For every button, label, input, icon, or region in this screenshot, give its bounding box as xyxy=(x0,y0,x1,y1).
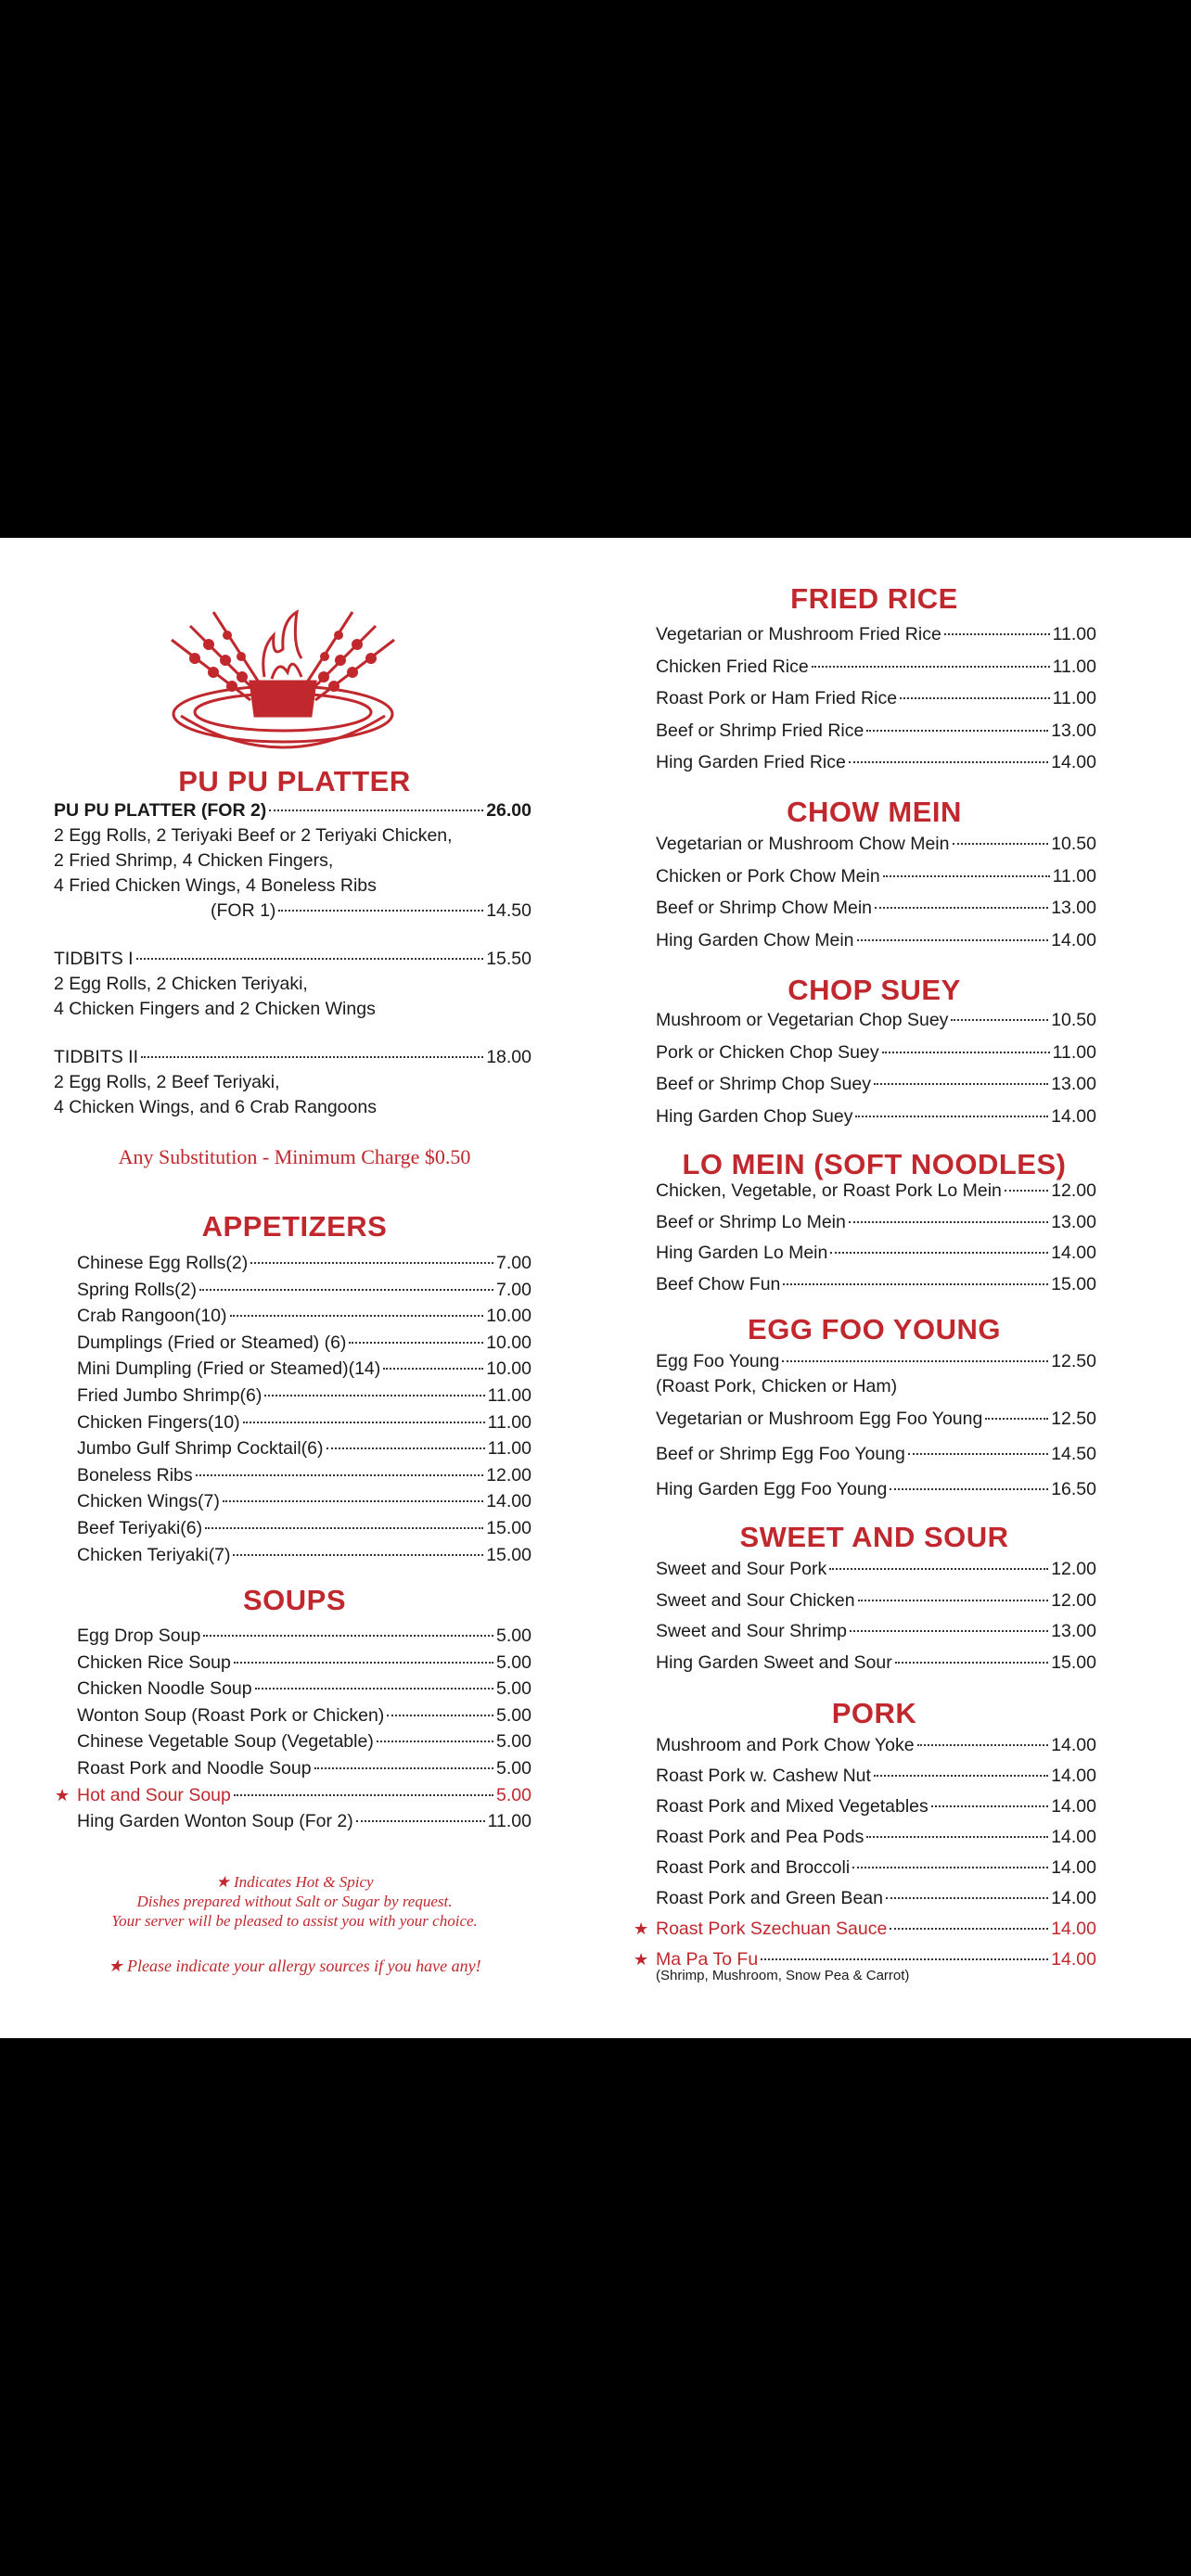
menu-item-price: 5.00 xyxy=(496,1678,531,1700)
menu-item xyxy=(77,1279,531,1301)
menu-item-name: Beef Teriyaki(6) xyxy=(77,1518,203,1538)
menu-item xyxy=(656,1589,1096,1612)
menu-item xyxy=(656,687,1096,709)
menu-item-name: Chinese Egg Rolls(2) xyxy=(77,1253,249,1273)
menu-item-name: Roast Pork and Mixed Vegetables xyxy=(656,1796,928,1817)
allergy-note: ★ Please indicate your allergy sources if you have any! xyxy=(108,1957,481,1975)
menu-item-price: 11.00 xyxy=(487,1438,531,1460)
menu-item-name: Sweet and Sour Chicken xyxy=(656,1589,855,1611)
ma-pa-to-fu-description: (Shrimp, Mushroom, Snow Pea & Carrot) xyxy=(656,1968,910,1983)
menu-item xyxy=(77,1704,531,1727)
menu-item-name: Roast Pork w. Cashew Nut xyxy=(656,1766,871,1786)
menu-item xyxy=(77,1411,531,1434)
menu-item-price: 14.00 xyxy=(1051,1796,1096,1817)
menu-item-name: Sweet and Sour Shrimp xyxy=(656,1621,847,1641)
menu-item-price: 13.00 xyxy=(1051,1621,1096,1641)
menu-item xyxy=(656,1242,1096,1264)
menu-item-name: Dumplings (Fried or Steamed) (6) xyxy=(77,1332,347,1353)
menu-item xyxy=(77,1625,531,1647)
lo-mein-heading: LO MEIN (SOFT NOODLES) xyxy=(682,1148,1067,1180)
menu-item xyxy=(656,1443,1096,1465)
menu-item-name: Vegetarian or Mushroom Egg Foo Young xyxy=(656,1409,983,1429)
menu-item xyxy=(77,1517,531,1539)
menu-item-price: 14.00 xyxy=(1051,1888,1096,1908)
menu-item-name: Vegetarian or Mushroom Fried Rice xyxy=(656,624,941,644)
menu-item-name: Roast Pork and Broccoli xyxy=(656,1857,851,1878)
menu-item-price: 11.00 xyxy=(487,1811,531,1832)
tidbits-2-item: TIDBITS II 18.00 xyxy=(54,1047,531,1067)
menu-item xyxy=(77,1677,531,1700)
menu-item xyxy=(656,1887,1096,1909)
sweet-and-sour-heading: SWEET AND SOUR xyxy=(739,1521,1009,1553)
menu-item-name: Hing Garden Chow Mein xyxy=(656,929,854,950)
chop-suey-heading: CHOP SUEY xyxy=(788,974,961,1006)
menu-item-price: 5.00 xyxy=(496,1784,531,1805)
menu-item-name: Beef or Shrimp Lo Mein xyxy=(656,1211,846,1232)
menu-item-name: Sweet and Sour Pork xyxy=(656,1559,827,1579)
menu-item xyxy=(656,1795,1096,1817)
menu-item-price: 10.50 xyxy=(1051,1010,1096,1030)
fried-rice-heading: FRIED RICE xyxy=(790,582,958,615)
pupu-for-1-item: (FOR 1) 14.50 xyxy=(211,900,531,921)
menu-item-name: Roast Pork Szechuan Sauce xyxy=(656,1919,888,1939)
menu-item-price: 11.00 xyxy=(1052,656,1096,677)
egg-foo-young-description: (Roast Pork, Chicken or Ham) xyxy=(656,1376,898,1396)
menu-item xyxy=(656,1856,1096,1879)
menu-item-price: 11.00 xyxy=(1052,688,1096,708)
menu-item-name: Mushroom and Pork Chow Yoke xyxy=(656,1735,915,1755)
menu-item-price: 5.00 xyxy=(496,1626,531,1646)
tidbits-1-description-1: 2 Egg Rolls, 2 Chicken Teriyaki, xyxy=(54,974,308,994)
menu-item xyxy=(656,1478,1096,1500)
menu-item-name: Chicken Fried Rice xyxy=(656,656,809,677)
menu-item-price: 12.50 xyxy=(1051,1409,1096,1429)
hot-spicy-star-icon: ★ xyxy=(55,1785,70,1804)
chow-mein-heading: CHOW MEIN xyxy=(787,796,962,828)
menu-item-price: 12.00 xyxy=(1051,1180,1096,1201)
menu-item-price: 14.00 xyxy=(1051,1243,1096,1263)
menu-item-name: Mushroom or Vegetarian Chop Suey xyxy=(656,1010,949,1030)
menu-item xyxy=(77,1252,531,1274)
menu-item xyxy=(656,656,1096,678)
menu-item xyxy=(656,751,1096,773)
menu-item-name: Vegetarian or Mushroom Chow Mein xyxy=(656,834,950,854)
menu-item-price: 11.00 xyxy=(1052,865,1096,886)
menu-item xyxy=(77,1810,531,1832)
appetizers-heading: APPETIZERS xyxy=(201,1210,388,1243)
menu-item xyxy=(77,1757,531,1779)
menu-item xyxy=(656,1765,1096,1787)
footnote-line-2: Dishes prepared without Salt or Sugar by request. xyxy=(136,1893,453,1910)
footnote-line-3: Your server will be pleased to assist you with your choice. xyxy=(111,1912,478,1930)
menu-item xyxy=(656,1105,1096,1128)
menu-item xyxy=(77,1358,531,1380)
menu-item-name: Roast Pork and Pea Pods xyxy=(656,1827,864,1847)
menu-item-name: Roast Pork and Noodle Soup xyxy=(77,1758,312,1779)
menu-item-name: Spring Rolls(2) xyxy=(77,1279,197,1300)
menu-item-name: Ma Pa To Fu xyxy=(656,1949,759,1970)
menu-item xyxy=(656,1826,1096,1848)
menu-item-price: 11.00 xyxy=(1052,1041,1096,1063)
menu-item xyxy=(77,1490,531,1512)
menu-item-name: Wonton Soup (Roast Pork or Chicken) xyxy=(77,1704,385,1726)
menu-item-price: 13.00 xyxy=(1051,1211,1096,1232)
hot-pot-illustration xyxy=(162,593,403,756)
menu-item-price: 5.00 xyxy=(496,1651,531,1673)
menu-item-name: Hing Garden Lo Mein xyxy=(656,1243,828,1263)
menu-item-price: 15.00 xyxy=(1051,1651,1096,1673)
menu-item-name: Crab Rangoon(10) xyxy=(77,1306,227,1327)
menu-item-price: 14.00 xyxy=(1051,1949,1096,1970)
menu-item xyxy=(77,1730,531,1753)
menu-item-price: 14.00 xyxy=(486,1491,531,1512)
menu-item xyxy=(656,623,1096,645)
footnote-line-1: ★ Indicates Hot & Spicy xyxy=(215,1873,374,1891)
menu-item-name: Hot and Sour Soup xyxy=(77,1784,231,1805)
menu-item xyxy=(77,1437,531,1460)
menu-item-price: 14.00 xyxy=(1051,1857,1096,1878)
menu-item-name: Beef Chow Fun xyxy=(656,1273,781,1294)
menu-item-name: Hing Garden Fried Rice xyxy=(656,752,846,772)
menu-item xyxy=(656,865,1096,887)
menu-item-name: Chicken Fingers(10) xyxy=(77,1411,240,1433)
menu-item-price: 12.00 xyxy=(1051,1559,1096,1579)
menu-item-name: Jumbo Gulf Shrimp Cocktail(6) xyxy=(77,1438,324,1460)
menu-item-price: 7.00 xyxy=(496,1279,531,1300)
menu-item-price: 14.00 xyxy=(1051,1919,1096,1939)
pork-heading: PORK xyxy=(831,1697,917,1729)
menu-item-price: 14.00 xyxy=(1051,752,1096,772)
menu-item-name: Hing Garden Egg Foo Young xyxy=(656,1479,888,1499)
tidbits-2-description-1: 2 Egg Rolls, 2 Beef Teriyaki, xyxy=(54,1072,280,1092)
egg-foo-young-heading: EGG FOO YOUNG xyxy=(748,1313,1001,1345)
menu-item xyxy=(656,1180,1096,1202)
menu-item xyxy=(656,1073,1096,1095)
menu-item-name: Beef or Shrimp Chop Suey xyxy=(656,1074,871,1094)
menu-item-price: 16.50 xyxy=(1051,1479,1096,1499)
menu-item xyxy=(656,897,1096,919)
menu-page xyxy=(0,538,1191,2038)
menu-item-price: 14.00 xyxy=(1051,1735,1096,1755)
menu-item xyxy=(656,1041,1096,1064)
menu-item-price: 5.00 xyxy=(496,1758,531,1779)
menu-item-price: 10.00 xyxy=(486,1358,531,1380)
menu-item xyxy=(656,1651,1096,1674)
menu-item-price: 12.00 xyxy=(486,1464,531,1486)
menu-item-price: 11.00 xyxy=(487,1411,531,1433)
menu-item-name: Beef or Shrimp Egg Foo Young xyxy=(656,1444,905,1464)
hot-spicy-star-icon: ★ xyxy=(634,1919,649,1938)
menu-item-price: 5.00 xyxy=(496,1731,531,1753)
menu-item-name: Roast Pork and Green Bean xyxy=(656,1888,883,1908)
menu-item-name: Beef or Shrimp Chow Mein xyxy=(656,898,873,918)
menu-item xyxy=(77,1464,531,1486)
menu-item-price: 15.00 xyxy=(486,1518,531,1538)
menu-item xyxy=(656,1734,1096,1756)
menu-item xyxy=(656,1273,1096,1295)
menu-item-price: 5.00 xyxy=(496,1704,531,1726)
egg-foo-young-item: Egg Foo Young 12.50 xyxy=(656,1351,1096,1371)
menu-item xyxy=(77,1384,531,1407)
menu-item-name: Chicken Noodle Soup xyxy=(77,1678,252,1700)
menu-item-price: 10.00 xyxy=(486,1332,531,1353)
menu-item-price: 13.00 xyxy=(1051,720,1096,741)
menu-item xyxy=(656,720,1096,742)
menu-item-name: Chicken Teriyaki(7) xyxy=(77,1544,231,1565)
menu-item xyxy=(77,1544,531,1566)
menu-item-name: Chicken Wings(7) xyxy=(77,1491,220,1512)
menu-item-price: 15.00 xyxy=(1051,1273,1096,1294)
tidbits-2-description-2: 4 Chicken Wings, and 6 Crab Rangoons xyxy=(54,1097,377,1117)
menu-item-name: Beef or Shrimp Fried Rice xyxy=(656,720,864,741)
menu-item-price: 14.00 xyxy=(1051,929,1096,950)
menu-item-price: 14.50 xyxy=(1051,1444,1096,1464)
substitution-note: Any Substitution - Minimum Charge $0.50 xyxy=(118,1145,471,1168)
menu-item-price: 10.00 xyxy=(486,1306,531,1327)
pupu-description-1: 2 Egg Rolls, 2 Teriyaki Beef or 2 Teriyaki Chicken, xyxy=(54,825,453,846)
menu-item-name: Egg Drop Soup xyxy=(77,1626,201,1646)
menu-item-price: 10.50 xyxy=(1051,834,1096,854)
menu-item-name: Hing Garden Chop Suey xyxy=(656,1105,853,1127)
menu-item-price: 7.00 xyxy=(496,1253,531,1273)
menu-item-price: 14.00 xyxy=(1051,1105,1096,1127)
menu-item-price: 15.00 xyxy=(486,1544,531,1565)
menu-item xyxy=(656,1009,1096,1031)
menu-item-name: Fried Jumbo Shrimp(6) xyxy=(77,1385,263,1406)
tidbits-1-item: TIDBITS I 15.50 xyxy=(54,949,531,969)
menu-item-price: 14.00 xyxy=(1051,1766,1096,1786)
tidbits-1-description-2: 4 Chicken Fingers and 2 Chicken Wings xyxy=(54,999,376,1019)
menu-item xyxy=(55,1784,531,1806)
menu-item-price: 13.00 xyxy=(1051,1074,1096,1094)
menu-item-name: Hing Garden Wonton Soup (For 2) xyxy=(77,1811,353,1832)
menu-item-name: Chicken Rice Soup xyxy=(77,1651,231,1673)
hot-spicy-star-icon: ★ xyxy=(634,1950,649,1969)
menu-item-name: Chinese Vegetable Soup (Vegetable) xyxy=(77,1731,374,1753)
menu-item xyxy=(634,1918,1096,1940)
menu-item xyxy=(77,1305,531,1327)
menu-item xyxy=(656,929,1096,951)
pupu-for-2-item: PU PU PLATTER (FOR 2) 26.00 xyxy=(54,800,531,821)
menu-item-name: Chicken, Vegetable, or Roast Pork Lo Mein xyxy=(656,1180,1002,1201)
pupu-platter-heading: PU PU PLATTER xyxy=(178,765,411,797)
menu-item xyxy=(77,1651,531,1674)
menu-item xyxy=(656,833,1096,855)
menu-item-name: Chicken or Pork Chow Mein xyxy=(656,865,880,886)
menu-item-name: Boneless Ribs xyxy=(77,1464,193,1486)
menu-item-price: 11.00 xyxy=(1052,624,1096,644)
menu-item-name: Mini Dumpling (Fried or Steamed)(14) xyxy=(77,1358,381,1380)
menu-item xyxy=(656,1620,1096,1642)
menu-item xyxy=(77,1332,531,1354)
pupu-description-2: 2 Fried Shrimp, 4 Chicken Fingers, xyxy=(54,850,334,871)
menu-item-name: Hing Garden Sweet and Sour xyxy=(656,1651,892,1673)
menu-item-price: 13.00 xyxy=(1051,898,1096,918)
menu-item-name: Pork or Chicken Chop Suey xyxy=(656,1041,879,1063)
menu-item-price: 11.00 xyxy=(487,1385,531,1406)
menu-item xyxy=(656,1408,1096,1430)
menu-item-name: Roast Pork or Ham Fried Rice xyxy=(656,688,898,708)
menu-item xyxy=(656,1558,1096,1580)
menu-item xyxy=(656,1211,1096,1233)
menu-item-price: 14.00 xyxy=(1051,1827,1096,1847)
pupu-description-3: 4 Fried Chicken Wings, 4 Boneless Ribs xyxy=(54,875,377,896)
soups-heading: SOUPS xyxy=(242,1584,347,1616)
menu-item-price: 12.00 xyxy=(1051,1589,1096,1611)
